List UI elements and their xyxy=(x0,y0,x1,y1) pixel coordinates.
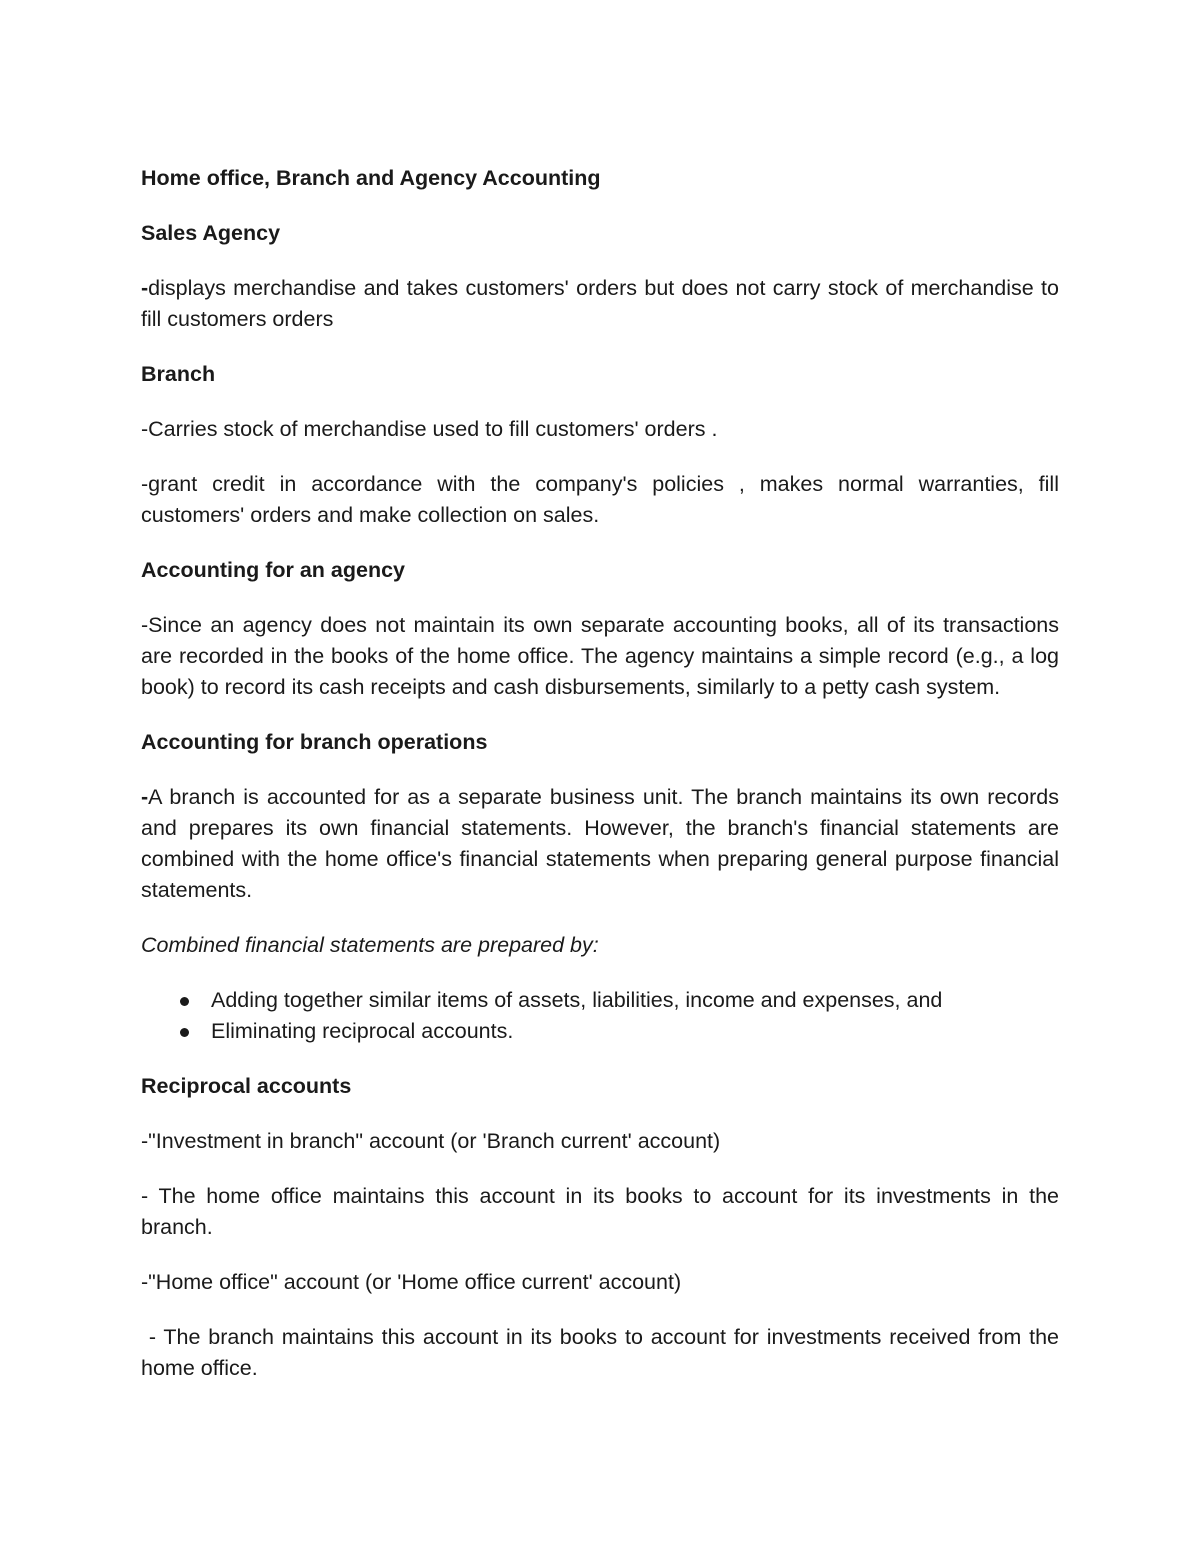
paragraph-reciprocal-1: -"Investment in branch" account (or 'Branch current' account) xyxy=(141,1129,721,1153)
heading-reciprocal-accounts: Reciprocal accounts xyxy=(141,1074,352,1098)
paragraph-reciprocal-4: - The branch maintains this account in its books to account for investments received from the home office. xyxy=(141,1325,1065,1380)
dash-bold: - xyxy=(141,785,149,809)
paragraph-branch-2: -grant credit in accordance with the company's policies , makes normal warranties, fill customers' orders and make collection on sales. xyxy=(141,472,1059,527)
sales-agency-text: displays merchandise and takes customers' orders but does not carry stock of merchandise to fill customers orders xyxy=(141,276,1059,331)
branch-operations-text: A branch is accounted for as a separate business unit. The branch maintains its own records and prepares its own financial statements. However, the branch's financial statements are combined with the home office's financial statements when preparing general purpose financial statements. xyxy=(141,785,1059,902)
list-item xyxy=(141,985,1059,1016)
paragraph-sales-agency xyxy=(141,273,1059,335)
paragraph-reciprocal-2: - The home office maintains this account in its books to account for its investments in the branch. xyxy=(141,1184,1059,1239)
paragraph-agency-accounting: -Since an agency does not maintain its own separate accounting books, all of its transactions are recorded in the books of the home office. The agency maintains a simple record (e.g., a log book) to record its cash receipts and cash disbursements, similarly to a petty cash system. xyxy=(141,613,1059,699)
list-item-text: Adding together similar items of assets, liabilities, income and expenses, and xyxy=(211,988,943,1012)
combined-intro: Combined financial statements are prepared by: xyxy=(141,933,599,957)
list-item xyxy=(141,1016,1059,1047)
paragraph-branch-1: -Carries stock of merchandise used to fill customers' orders . xyxy=(141,417,718,441)
heading-agency-accounting: Accounting for an agency xyxy=(141,558,406,582)
heading-sales-agency: Sales Agency xyxy=(141,221,281,245)
document-title: Home office, Branch and Agency Accounting xyxy=(141,166,601,190)
list-item-text: Eliminating reciprocal accounts. xyxy=(211,1019,514,1043)
paragraph-branch-operations xyxy=(141,782,1059,906)
combined-list xyxy=(141,985,1059,1047)
dash-bold: - xyxy=(141,276,149,300)
heading-branch: Branch xyxy=(141,362,216,386)
heading-branch-operations: Accounting for branch operations xyxy=(141,730,488,754)
paragraph-reciprocal-3: -"Home office" account (or 'Home office current' account) xyxy=(141,1270,682,1294)
bullet-icon xyxy=(180,997,189,1006)
bullet-icon xyxy=(180,1028,189,1037)
document-page xyxy=(141,163,1065,1408)
